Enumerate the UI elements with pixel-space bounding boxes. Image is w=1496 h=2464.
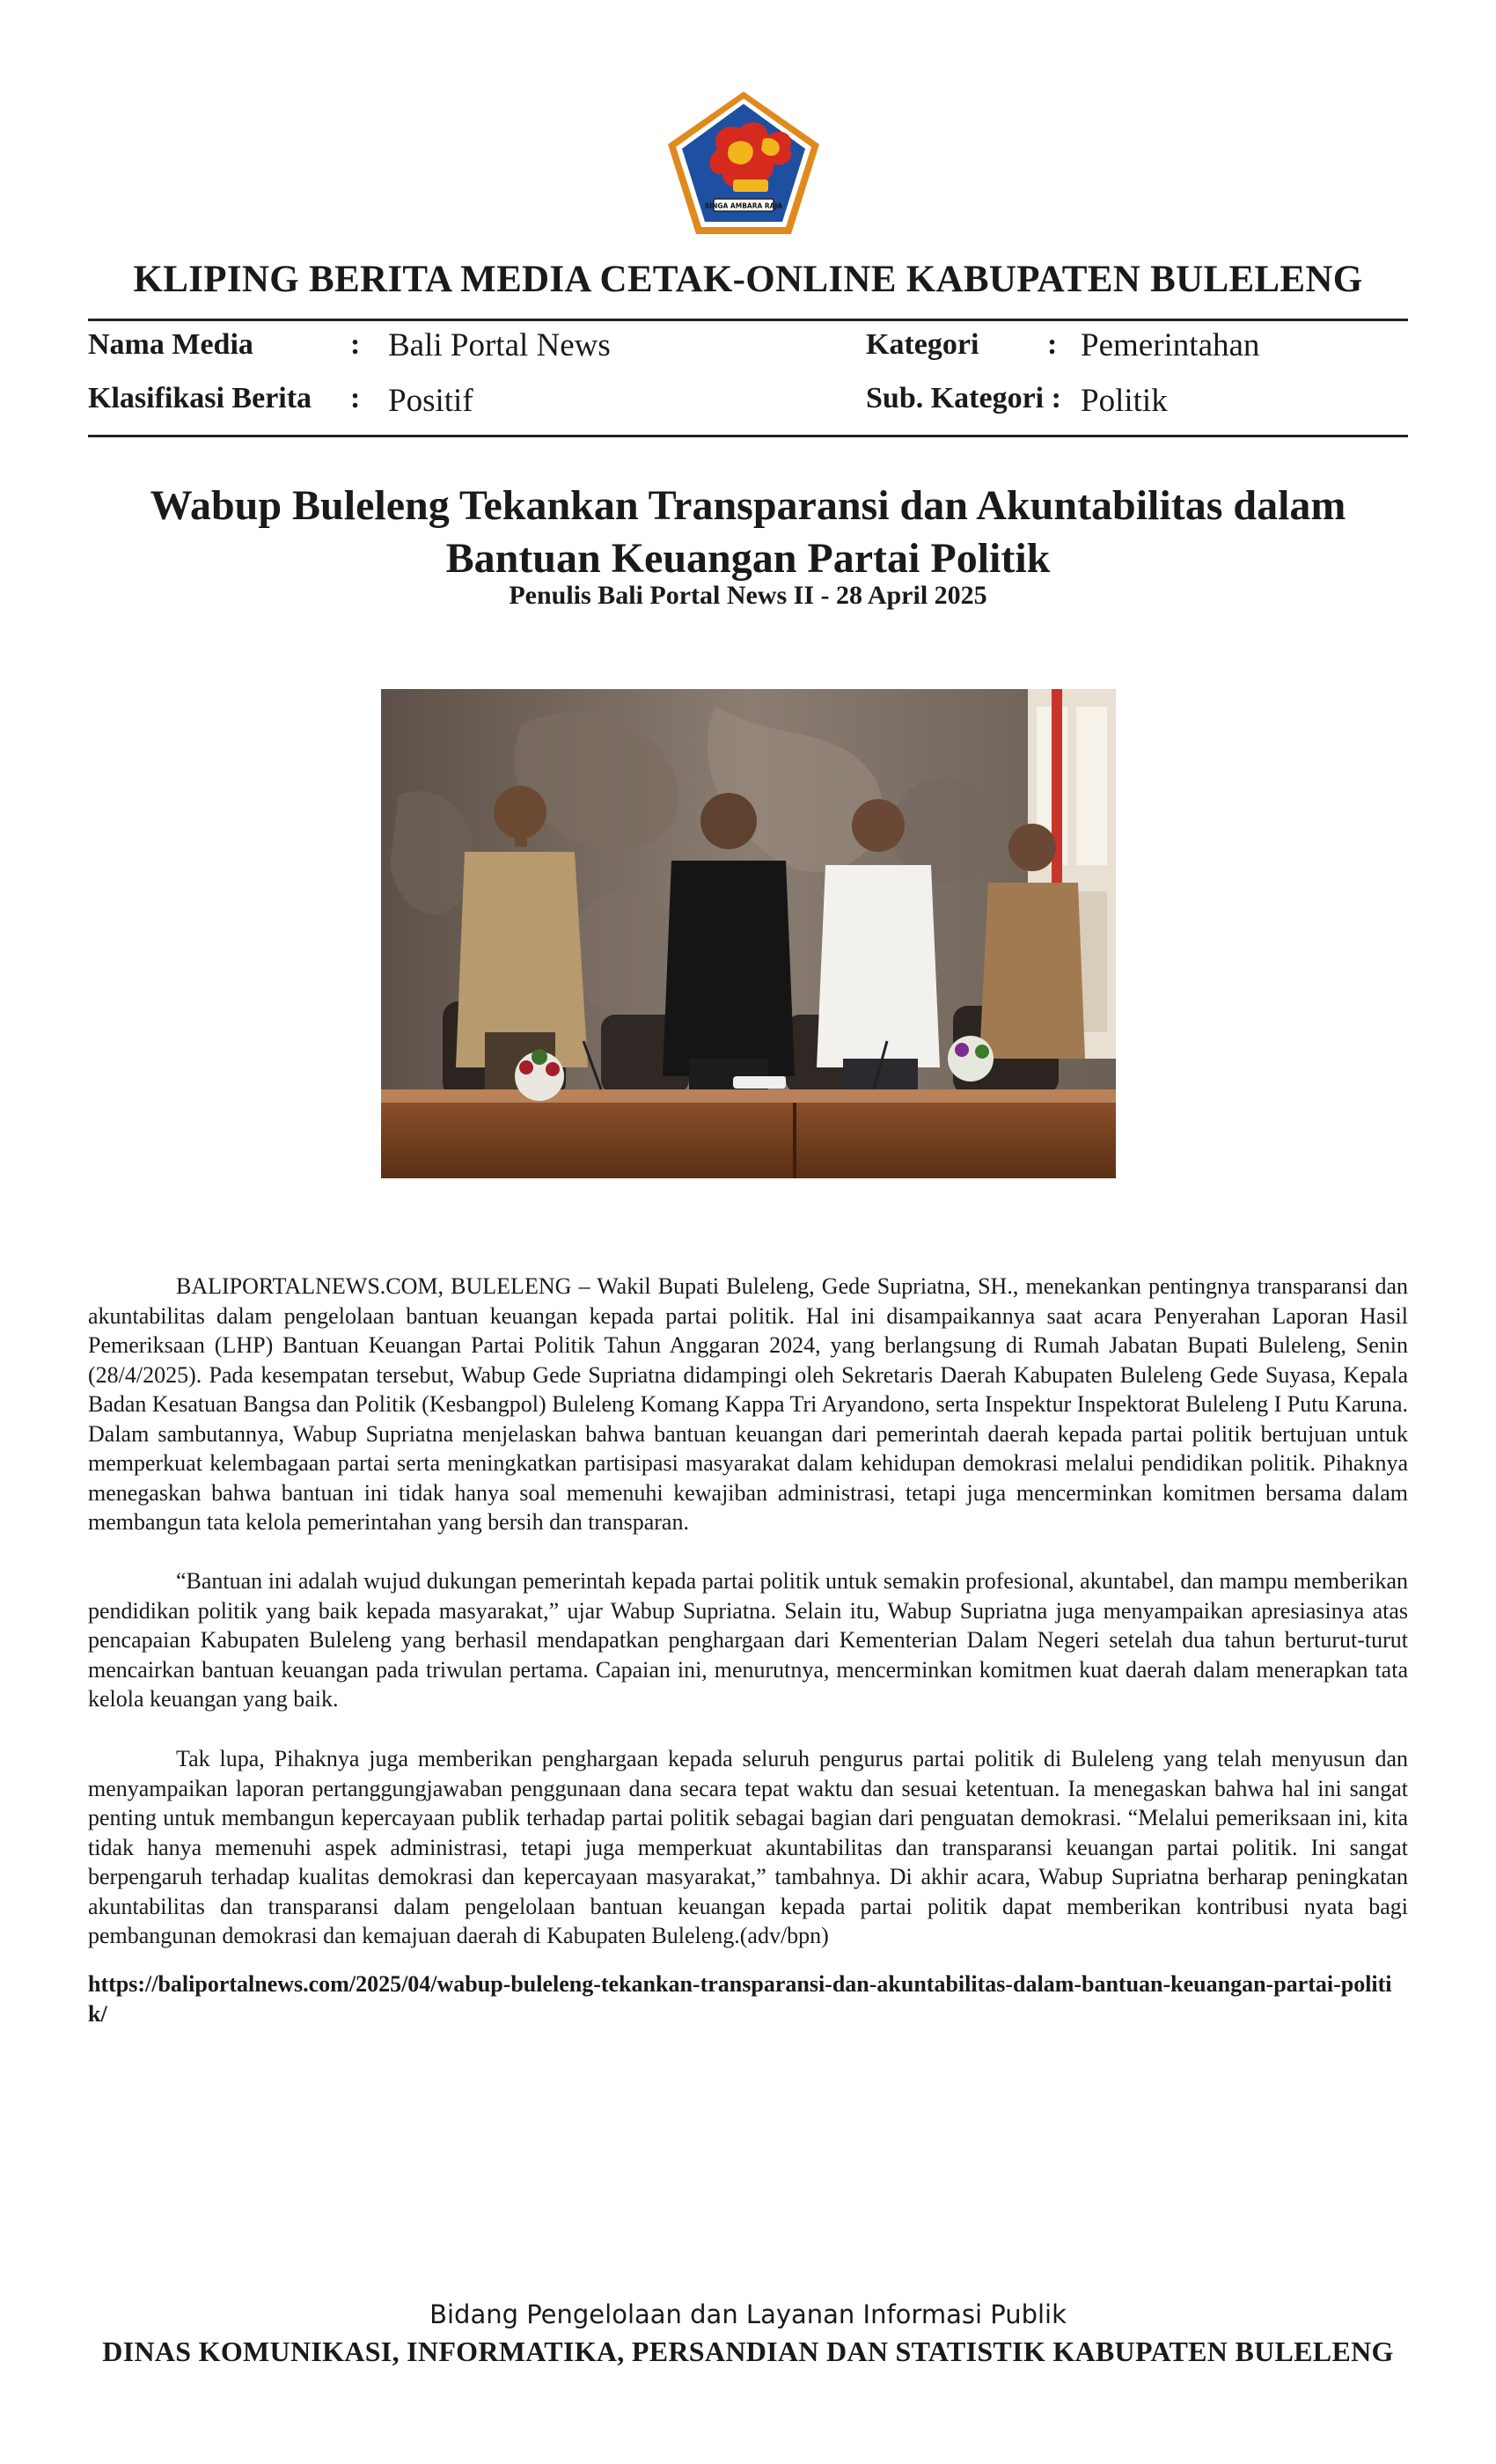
klasifikasi-label: Klasifikasi Berita — [88, 382, 312, 414]
subkategori-label: Sub. Kategori : — [866, 382, 1061, 414]
kategori-colon: : — [1047, 328, 1058, 361]
media-colon: : — [350, 328, 361, 361]
media-label: Nama Media — [88, 328, 253, 361]
bottom-divider — [88, 435, 1408, 437]
media-value: Bali Portal News — [388, 327, 611, 363]
article-byline: Penulis Bali Portal News II - 28 April 2025 — [509, 581, 987, 610]
article-paragraph-3: Tak lupa, Pihaknya juga memberikan penghargaan kepada seluruh pengurus partai politik di Buleleng yang telah menyusun dan menyampaikan laporan pertanggungjawaban penggunaan dana secara tepat waktu dan sesuai ketentuan. Ia menegaskan bahwa hal ini sangat penting untuk membangun kepercayaan publik terhadap partai politik sebagai bagian dari penguatan demokrasi. “Melalui pemeriksaan ini, kita tidak hanya memenuhi aspek administrasi, tetapi juga memperkuat akuntabilitas dan transparansi keuangan partai politik. Ini sangat berpengaruh terhadap kualitas demokrasi dan kepercayaan masyarakat,” tambahnya. Di akhir acara, Wabup Supriatna berharap peningkatan akuntabilitas dan transparansi dalam pengelolaan bantuan keuangan kepada partai politik dapat memberikan kontribusi nyata bagi pembangunan demokrasi dan kemajuan daerah di Kabupaten Buleleng.(adv/bpn) — [88, 1746, 1408, 1948]
buleleng-coat-of-arms-logo — [664, 88, 823, 238]
article-headline: Wabup Buleleng Tekankan Transparansi dan Akuntabilitas dalam Bantuan Keuangan Partai Politik — [150, 482, 1346, 582]
kliping-title: KLIPING BERITA MEDIA CETAK-ONLINE KABUPATEN BULELENG — [133, 259, 1363, 300]
kategori-label: Kategori — [866, 328, 979, 361]
kategori-value: Pemerintahan — [1081, 327, 1260, 363]
article-paragraph-2: “Bantuan ini adalah wujud dukungan pemerintah kepada partai politik untuk semakin profesional, akuntabel, dan mampu memberikan pendidikan politik yang baik kepada masyarakat,” ujar Wabup Supriatna. Selain itu, Wabup Supriatna juga menyampaikan apresiasinya atas pencapaian Kabupaten Buleleng yang berhasil mendapatkan penghargaan dari Kementerian Dalam Negeri setelah dua tahun berturut-turut mencairkan bantuan keuangan pada triwulan pertama. Capaian ini, menurutnya, mencerminkan komitmen kuat daerah dalam menerapkan tata kelola keuangan yang baik. — [88, 1568, 1408, 1712]
footer-department: Bidang Pengelolaan dan Layanan Informasi Publik — [429, 2299, 1067, 2329]
logo-motto-text: SINGA AMBARA RAJA — [704, 202, 783, 210]
footer-agency: DINAS KOMUNIKASI, INFORMATIKA, PERSANDIAN DAN STATISTIK KABUPATEN BULELENG — [102, 2336, 1394, 2367]
klasifikasi-value: Positif — [388, 383, 473, 419]
top-divider — [88, 319, 1408, 321]
article-paragraph-1: BALIPORTALNEWS.COM, BULELENG – Wakil Bupati Buleleng, Gede Supriatna, SH., menekankan pentingnya transparansi dan akuntabilitas dalam pengelolaan bantuan keuangan kepada partai politik. Hal ini disampaikannya saat acara Penyerahan Laporan Hasil Pemeriksaan (LHP) Bantuan Keuangan Partai Politik Tahun Anggaran 2024, yang berlangsung di Rumah Jabatan Bupati Buleleng, Senin (28/4/2025). Pada kesempatan tersebut, Wabup Gede Supriatna didampingi oleh Sekretaris Daerah Kabupaten Buleleng Gede Suyasa, Kepala Badan Kesatuan Bangsa dan Politik (Kesbangpol) Buleleng Komang Kappa Tri Aryandono, serta Inspektur Inspektorat Buleleng I Putu Karuna. Dalam sambutannya, Wabup Supriatna menjelaskan bahwa bantuan keuangan dari pemerintah daerah kepada partai politik bertujuan untuk memperkuat kelembagaan partai serta meningkatkan partisipasi masyarakat dalam kehidupan demokrasi melalui pendidikan politik. Pihaknya menegaskan bahwa bantuan ini tidak hanya soal memenuhi kewajiban administrasi, tetapi juga mencerminkan komitmen bersama dalam membangun tata kelola pemerintahan yang bersih dan transparan. — [88, 1273, 1408, 1535]
subkategori-value: Politik — [1081, 383, 1168, 419]
source-url[interactable]: https://baliportalnews.com/2025/04/wabup-buleleng-tekankan-transparansi-dan-akuntabilitas-dalam-bantuan-keuangan-partai-politik/ — [88, 1971, 1392, 2027]
article-photo — [381, 689, 1116, 1178]
klasifikasi-colon: : — [350, 382, 361, 414]
